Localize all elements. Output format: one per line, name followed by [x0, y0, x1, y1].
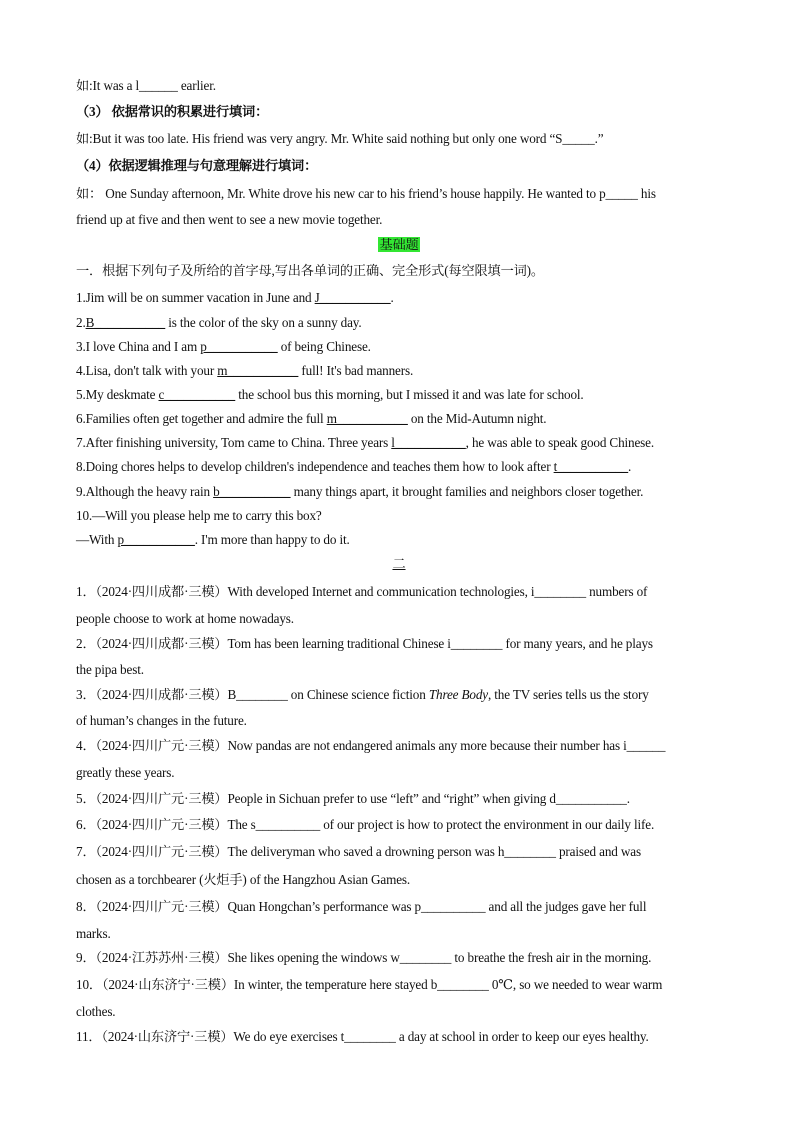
basic-item-text-end: , he was able to speak good Chinese. — [465, 435, 655, 450]
basic-item-text: 7.After finishing university, Tom came to China. Three years — [76, 435, 392, 450]
basic-item-text-end: full! It's bad manners. — [298, 363, 414, 378]
s2-line-13: 8．（2024·四川广元·三模）Quan Hongchan’s performance was p__________ and all the judges gave her full — [76, 899, 647, 914]
s2-line-9: 5．（2024·四川广元·三模）People in Sichuan prefer to use “left” and “right” when giving d___________. — [76, 791, 630, 806]
s2-line-10: 6．（2024·四川广元·三模）The s__________ of our project is how to protect the environment in our daily life. — [76, 817, 655, 832]
basic-item-text-end: is the color of the sky on a sunny day. — [165, 315, 362, 330]
example-line-4a: 如： One Sunday afternoon, Mr. White drove his new car to his friend’s house happily. He wanted to p_____ his — [76, 186, 656, 201]
answer-blank: t___________ — [553, 459, 629, 474]
basic-item — [76, 531, 350, 549]
basic-item-text: 2. — [76, 315, 86, 330]
basic-item-text: 8.Doing chores helps to develop children's independence and teaches them how to look after — [76, 459, 554, 474]
s2-line-1: 1．（2024·四川成都·三模）With developed Internet and communication technologies, i________ numbers of — [76, 584, 648, 599]
s2-q3-prefix: 3．（2024·四川成都·三模）B________ on Chinese science fiction — [76, 687, 429, 702]
answer-blank: c___________ — [158, 387, 236, 402]
basic-item-text-end: of being Chinese. — [277, 339, 371, 354]
s2-line-12: chosen as a torchbearer (火炬手) of the Hangzhou Asian Games. — [76, 872, 411, 887]
basic-item — [76, 362, 413, 380]
method-heading-3: （3） 依据常识的积累进行填词： — [76, 104, 269, 119]
basic-item — [76, 289, 394, 307]
basic-item — [76, 410, 546, 428]
s2-line-16: 10．（2024·山东济宁·三模）In winter, the temperature here stayed b________ 0℃, so we needed to wear warm — [76, 977, 663, 992]
basic-item-text: —With — [76, 532, 118, 547]
basic-item — [76, 458, 631, 476]
answer-blank: p___________ — [200, 339, 278, 354]
example-line-1: 如:It was a l______ earlier. — [76, 78, 216, 93]
basic-item-text: 5.My deskmate — [76, 387, 159, 402]
s2-line-11: 7．（2024·四川广元·三模）The deliveryman who saved a drowning person was h________ praised and was — [76, 844, 641, 859]
answer-blank: l___________ — [391, 435, 466, 450]
basic-item — [76, 434, 654, 452]
basic-item-text: 4.Lisa, don't talk with your — [76, 363, 218, 378]
s2-q3-suffix: , the TV series tells us the story — [488, 687, 649, 702]
s2-line-3: 2．（2024·四川成都·三模）Tom has been learning traditional Chinese i________ for many years, and he plays — [76, 636, 653, 651]
answer-blank: b___________ — [213, 484, 291, 499]
basic-section-heading: 一．根据下列句子及所给的首字母,写出各单词的正确、完全形式(每空限填一词)。 — [76, 263, 544, 278]
basic-item — [76, 507, 322, 525]
s2-line-18: 11．（2024·山东济宁·三模）We do eye exercises t________ a day at school in order to keep our eyes healthy. — [76, 1029, 649, 1044]
answer-blank: p___________ — [117, 532, 195, 547]
answer-blank: J___________ — [314, 290, 391, 305]
basic-item-text: 10.—Will you please help me to carry this box? — [76, 508, 322, 523]
s2-line-17: clothes. — [76, 1004, 116, 1019]
s2-q3-book-title: Three Body — [428, 687, 488, 702]
s2-line-8: greatly these years. — [76, 765, 175, 780]
basic-section-label-row — [76, 236, 722, 254]
section-two-label-row — [76, 555, 722, 573]
basic-item-text-end: . I'm more than happy to do it. — [194, 532, 350, 547]
basic-item-text-end: . — [628, 459, 632, 474]
s2-line-6: of human’s changes in the future. — [76, 713, 247, 728]
basic-item-text: 1.Jim will be on summer vacation in June and — [76, 290, 315, 305]
basic-item-text-end: on the Mid-Autumn night. — [407, 411, 547, 426]
basic-item-text-end: . — [390, 290, 394, 305]
s2-line-7: 4．（2024·四川广元·三模）Now pandas are not endangered animals any more because their number has i______ — [76, 738, 666, 753]
answer-blank: m___________ — [326, 411, 408, 426]
section-two-label: 二 — [392, 556, 406, 571]
s2-line-4: the pipa best. — [76, 662, 144, 677]
example-line-3: 如:But it was too late. His friend was very angry. Mr. White said nothing but only one word “S_____.” — [76, 131, 604, 146]
s2-line-5 — [76, 686, 649, 704]
basic-item-text: 6.Families often get together and admire the full — [76, 411, 327, 426]
s2-line-2: people choose to work at home nowadays. — [76, 611, 294, 626]
method-heading-4: （4）依据逻辑推理与句意理解进行填词： — [76, 158, 318, 173]
basic-item — [76, 314, 362, 332]
basic-item-text: 3.I love China and I am — [76, 339, 201, 354]
basic-item — [76, 483, 643, 501]
basic-item-text: 9.Although the heavy rain — [76, 484, 214, 499]
basic-section-label: 基础题 — [379, 237, 419, 252]
s2-line-15: 9．（2024·江苏苏州·三模）She likes opening the windows w________ to breathe the fresh air in the morning. — [76, 950, 652, 965]
answer-blank: m___________ — [217, 363, 299, 378]
answer-blank: B___________ — [85, 315, 166, 330]
basic-item — [76, 338, 371, 356]
basic-item-text-end: the school bus this morning, but I missed it and was late for school. — [235, 387, 584, 402]
s2-line-14: marks. — [76, 926, 111, 941]
basic-item — [76, 386, 584, 404]
example-line-4b: friend up at five and then went to see a new movie together. — [76, 212, 383, 227]
basic-item-text-end: many things apart, it brought families and neighbors closer together. — [290, 484, 644, 499]
